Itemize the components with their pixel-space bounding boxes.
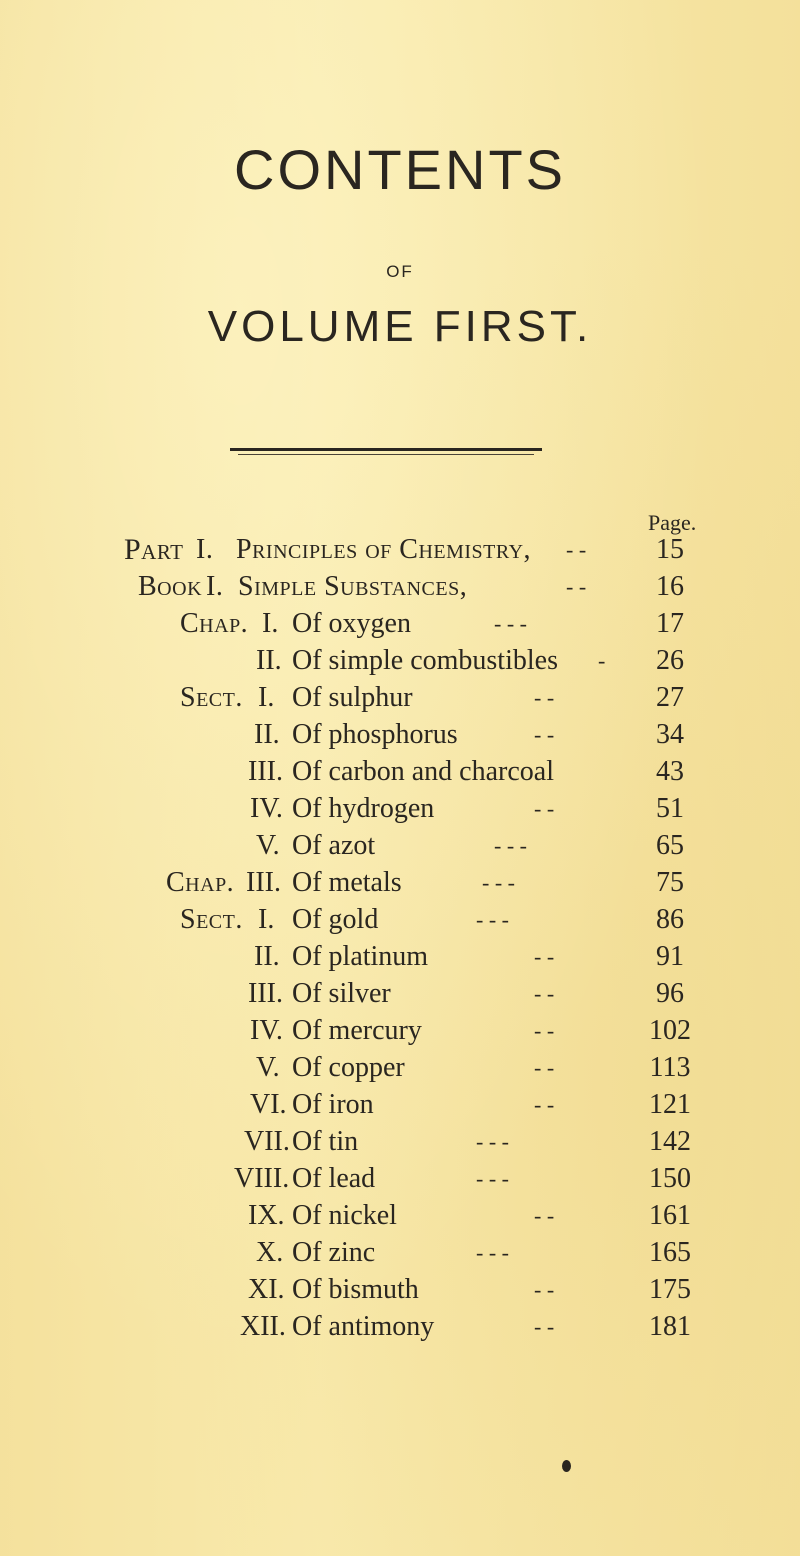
entry-page: 34 <box>656 719 684 750</box>
entry-title: Of silver <box>292 978 391 1009</box>
toc-entry <box>0 567 800 607</box>
entry-title: Of carbon and charcoal <box>292 756 554 787</box>
entry-numeral: III. <box>248 756 283 787</box>
entry-prefix: Chap. <box>180 608 249 639</box>
entry-leader: - - - <box>476 1166 509 1191</box>
entry-title: Of metals <box>292 867 402 898</box>
entry-title: Of oxygen <box>292 608 411 639</box>
entry-page: 15 <box>656 534 684 565</box>
entry-title: Of phosphorus <box>292 719 458 750</box>
entry-leader: - - <box>534 1055 555 1080</box>
entry-title: Of bismuth <box>292 1274 419 1305</box>
entry-page: 175 <box>649 1274 691 1305</box>
entry-leader: - - <box>534 981 555 1006</box>
toc-entry <box>0 1270 800 1310</box>
entry-leader: - - <box>534 1018 555 1043</box>
toc-entry <box>0 1196 800 1236</box>
entry-leader: - - <box>534 1277 555 1302</box>
entry-title: Of copper <box>292 1052 405 1083</box>
entry-page: 96 <box>656 978 684 1009</box>
entry-leader: - - - <box>494 833 527 858</box>
of-subheading: OF <box>386 262 414 281</box>
entry-numeral: IX. <box>248 1200 285 1231</box>
entry-leader: - - - <box>476 907 509 932</box>
entry-leader: - - <box>534 1092 555 1117</box>
entry-numeral: XI. <box>248 1274 285 1305</box>
volume-heading: VOLUME FIRST. <box>207 302 593 351</box>
toc-entry <box>0 604 800 644</box>
entry-numeral: V. <box>256 1052 280 1083</box>
entry-leader: - - <box>534 1203 555 1228</box>
toc-entry <box>0 1085 800 1125</box>
entry-page: 17 <box>656 608 684 639</box>
entry-numeral: I. <box>262 608 279 639</box>
entry-numeral: I. <box>196 534 214 565</box>
entry-leader: - - <box>534 944 555 969</box>
entry-page: 161 <box>649 1200 691 1231</box>
page-column-label: Page. <box>648 510 697 535</box>
entry-page: 26 <box>656 645 684 676</box>
toc-entry <box>0 715 800 755</box>
entry-title: Of nickel <box>292 1200 397 1231</box>
entry-numeral: IV. <box>250 793 283 824</box>
entry-page: 102 <box>649 1015 691 1046</box>
toc-entry <box>0 1048 800 1088</box>
entry-numeral: II. <box>256 645 282 676</box>
entry-prefix: Sect. <box>180 904 243 935</box>
toc-entry <box>0 678 800 718</box>
entry-numeral: XII. <box>240 1311 286 1342</box>
entry-numeral: VI. <box>250 1089 287 1120</box>
entry-title: Of sulphur <box>292 682 413 713</box>
entry-title: Of tin <box>292 1126 359 1157</box>
toc-entry <box>0 937 800 977</box>
entry-title: Simple Substances, <box>238 571 468 602</box>
entry-numeral: I. <box>258 904 275 935</box>
entry-page: 86 <box>656 904 684 935</box>
entry-page: 165 <box>649 1237 691 1268</box>
toc-entry <box>0 641 800 681</box>
entry-numeral: I. <box>206 571 224 602</box>
toc-entry <box>0 900 800 940</box>
entry-prefix: Chap. <box>166 867 235 898</box>
entry-page: 43 <box>656 756 684 787</box>
entry-title: Of platinum <box>292 941 429 972</box>
entry-numeral: IV. <box>250 1015 283 1046</box>
entry-leader: - <box>598 648 606 673</box>
toc-entry <box>0 974 800 1014</box>
entry-title: Of azot <box>292 830 376 861</box>
entry-numeral: X. <box>256 1237 284 1268</box>
toc-entry <box>0 752 800 792</box>
entry-title: Of zinc <box>292 1237 376 1268</box>
entry-prefix: Sect. <box>180 682 243 713</box>
entry-numeral: III. <box>248 978 283 1009</box>
entry-page: 91 <box>656 941 684 972</box>
toc-entry <box>0 863 800 903</box>
entry-numeral: I. <box>258 682 275 713</box>
entry-page: 113 <box>649 1052 691 1083</box>
entry-title: Of hydrogen <box>292 793 435 824</box>
entry-title: Of iron <box>292 1089 374 1120</box>
entry-leader: - - - <box>476 1240 509 1265</box>
entry-page: 16 <box>656 571 684 602</box>
entry-title: Principles of Chemistry, <box>236 534 532 565</box>
entry-title: Of lead <box>292 1163 376 1194</box>
entry-numeral: III. <box>246 867 281 898</box>
contents-title: CONTENTS <box>234 138 566 201</box>
entry-numeral: V. <box>256 830 280 861</box>
entry-title: Of antimony <box>292 1311 435 1342</box>
toc-entry <box>0 1011 800 1051</box>
entry-prefix: Book <box>138 571 203 602</box>
heading-rule-thin <box>238 454 534 455</box>
entry-title: Of gold <box>292 904 379 935</box>
entry-title: Of simple combustibles <box>292 645 558 676</box>
heading-rule <box>230 448 542 451</box>
entry-prefix: Part <box>124 533 184 566</box>
entry-page: 121 <box>649 1089 691 1120</box>
toc-entry <box>0 789 800 829</box>
entry-numeral: VII. <box>244 1126 290 1157</box>
entry-title: Of mercury <box>292 1015 422 1046</box>
entry-page: 51 <box>656 793 684 824</box>
entry-leader: - - <box>566 574 587 599</box>
entry-leader: - - <box>534 796 555 821</box>
entry-numeral: II. <box>254 719 280 750</box>
entry-leader: - - <box>534 722 555 747</box>
entry-page: 65 <box>656 830 684 861</box>
entry-leader: - - - <box>482 870 515 895</box>
entry-numeral: II. <box>254 941 280 972</box>
entry-page: 142 <box>649 1126 691 1157</box>
toc-entry <box>0 1159 800 1199</box>
entry-leader: - - - <box>494 611 527 636</box>
toc-entry <box>0 1307 800 1347</box>
entry-leader: - - <box>534 685 555 710</box>
entry-leader: - - <box>566 537 587 562</box>
toc-entry <box>0 1233 800 1273</box>
entry-page: 181 <box>649 1311 691 1342</box>
ink-spot <box>562 1460 571 1472</box>
toc-entry <box>0 826 800 866</box>
entry-page: 150 <box>649 1163 691 1194</box>
entry-leader: - - - <box>476 1129 509 1154</box>
entry-page: 75 <box>656 867 684 898</box>
toc-entry <box>0 530 800 570</box>
entry-page: 27 <box>656 682 684 713</box>
entry-numeral: VIII. <box>234 1163 290 1194</box>
toc-entry <box>0 1122 800 1162</box>
entry-leader: - - <box>534 1314 555 1339</box>
